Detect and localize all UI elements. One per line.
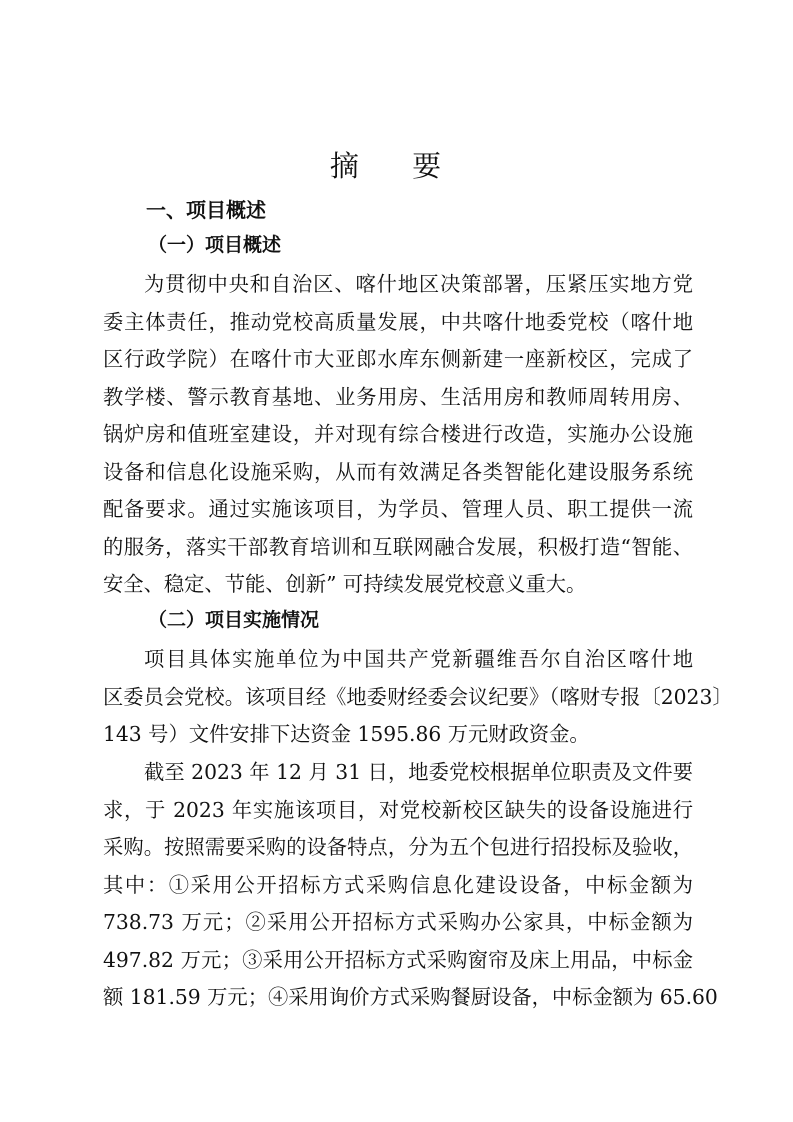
- paragraph-line: 设备和信息化设施采购，从而有效满足各类智能化建设服务系统: [103, 459, 693, 484]
- paragraph-line: 143 号）文件安排下达资金 1595.86 万元财政资金。: [103, 722, 590, 746]
- paragraph-procurement: [103, 754, 718, 1017]
- paragraph-line: 区行政学院）在喀什市大亚郎水库东侧新建一座新校区，完成了: [103, 347, 693, 371]
- paragraph-line: 求，于 2023 年实施该项目，对党校新校区缺失的设备设施进行: [103, 797, 693, 822]
- paragraph-line: 锅炉房和值班室建设，并对现有综合楼进行改造，实施办公设施: [103, 422, 693, 446]
- paragraph-line: 497.82 万元；③采用公开招标方式采购窗帘及床上用品，中标金: [103, 947, 693, 972]
- paragraph-line: 的服务，落实干部教育培训和互联网融合发展，积极打造“智能、: [103, 534, 693, 559]
- paragraph-line: 其中：①采用公开招标方式采购信息化建设设备，中标金额为: [103, 872, 693, 897]
- paragraph-line: 738.73 万元；②采用公开招标方式采购办公家具，中标金额为: [103, 910, 693, 934]
- subsection-heading-implementation: （二）项目实施情况: [148, 609, 320, 631]
- paragraph-line: 教学楼、警示教育基地、业务用房、生活用房和教师周转用房、: [103, 384, 693, 409]
- section-heading-project-overview: 一、项目概述: [146, 198, 266, 222]
- paragraph-line: 截至 2023 年 12 月 31 日，地委党校根据单位职责及文件要: [144, 760, 693, 784]
- page-title: 摘 要: [329, 149, 464, 183]
- paragraph-line: 安全、稳定、节能、创新” 可持续发展党校意义重大。: [103, 572, 587, 596]
- paragraph-overview: [103, 266, 693, 604]
- paragraph-line: 区委员会党校。该项目经《地委财经委会议纪要》（喀财专报〔2023〕: [103, 684, 733, 709]
- subsection-heading-overview: （一）项目概述: [148, 234, 282, 256]
- paragraph-line: 项目具体实施单位为中国共产党新疆维吾尔自治区喀什地: [144, 647, 693, 671]
- paragraph-line: 委主体责任，推动党校高质量发展，中共喀什地委党校（喀什地: [103, 309, 693, 334]
- paragraph-line: 额 181.59 万元；④采用询价方式采购餐厨设备，中标金额为 65.60: [103, 985, 718, 1009]
- paragraph-line: 采购。按照需要采购的设备特点，分为五个包进行招投标及验收，: [103, 835, 693, 859]
- paragraph-line: 为贯彻中央和自治区、喀什地区决策部署，压紧压实地方党: [144, 272, 693, 296]
- paragraph-implementation-unit: [103, 641, 733, 754]
- paragraph-line: 配备要求。通过实施该项目，为学员、管理人员、职工提供一流: [103, 497, 693, 521]
